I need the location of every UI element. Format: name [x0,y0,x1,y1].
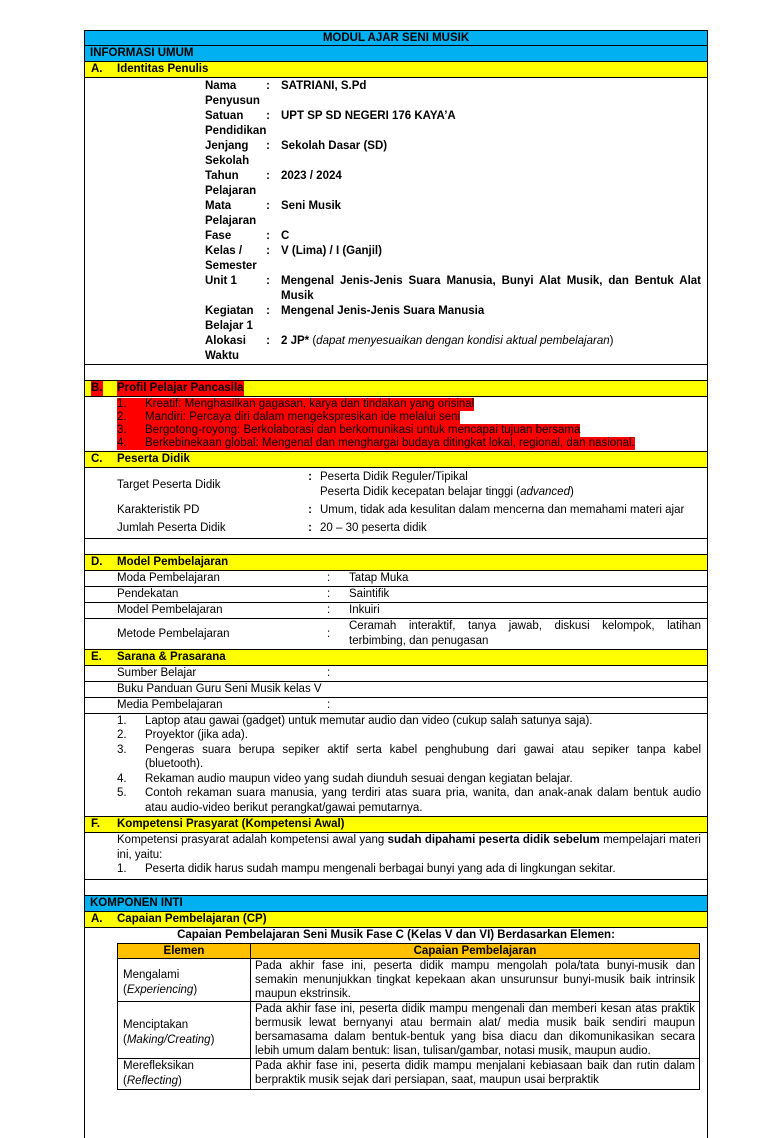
list-item: 3. Pengeras suara berupa sepiker aktif serta kabel penghubung dari gawai atau sepiker tanpa kabel (bluetooth). [117,743,701,770]
cp-block [85,928,707,1138]
identitas-row: Satuan Pendidikan : UPT SP SD NEGERI 176 KAYA’A [205,110,456,137]
spacer [85,365,707,381]
model-row: Moda Pembelajaran : Tatap Muka [85,571,707,587]
identitas-row: Jenjang Sekolah : Sekolah Dasar (SD) [205,140,388,167]
list-item: 5. Contoh rekaman suara manusia, yang terdiri atas suara pria, wanita, dan anak-anak dalam bentuk audio atau audio-video berikut perangkat/gawai pemutarnya. [117,787,701,814]
section-label: Kompetensi Prasyarat (Kompetensi Awal) [117,818,345,830]
identitas-row: Kelas / Semester : V (Lima) / I (Ganjil) [205,245,382,272]
identitas-row: Kegiatan Belajar 1 : Mengenal Jenis-Jenis Suara Manusia [205,305,485,332]
section-c-peserta [85,452,707,468]
kompetensi-block [85,833,707,880]
kompetensi-paragraph: Kompetensi prasyarat adalah kompetensi awal yang sudah dipahami peserta didik sebelum mempelajari materi ini, yaitu: [117,834,701,861]
karakteristik-row: Karakteristik PD : Umum, tidak ada kesulitan dalam mencerna dan memahami materi ajar [117,504,685,516]
section-letter: B. [91,382,103,394]
identitas-row: Unit 1 : Mengenal Jenis-Jenis Suara Manusia, Bunyi Alat Musik, dan Bentuk Alat Musik [205,275,701,302]
cp-elemen: Mengalami (Experiencing) [118,958,251,1001]
section-e-sarana [85,650,707,666]
model-row: Model Pembelajaran : Inkuiri [85,603,707,619]
cp-elemen: Menciptakan (Making/Creating) [118,1001,251,1058]
model-row: Metode Pembelajaran : Ceramah interaktif, tanya jawab, diskusi kelompok, latihan terbimbing, dan penugasan [85,619,707,650]
identitas-row: Tahun Pelajaran : 2023 / 2024 [205,170,342,197]
buku-row: Buku Panduan Guru Seni Musik kelas V [85,682,707,698]
section-d-model [85,555,707,571]
list-item: 3. Bergotong-royong: Berkolaborasi dan berkomunikasi untuk mencapai tujuan bersama [117,424,581,436]
cp-header-row [118,943,700,958]
list-item: 4. Berkebinekaan global: Mengenal dan menghargai budaya ditingkat lokal, regional, dan nasional. [117,437,635,449]
jumlah-row: Jumlah Peserta Didik : 20 – 30 peserta didik [117,522,427,534]
model-row: Pendekatan : Saintifik [85,587,707,603]
cp-elemen: Merefleksikan (Reflecting) [118,1058,251,1089]
list-item: 2. Mandiri: Percaya diri dalam mengekspresikan ide melalui seni [117,411,461,423]
section-letter: F. [91,818,100,830]
media-row: Media Pembelajaran : [85,698,707,714]
media-list [85,714,707,818]
spacer [85,880,707,896]
section-a-capaian [85,912,707,928]
section-letter: E. [91,651,102,663]
section-label: Peserta Didik [117,453,190,465]
peserta-block [85,468,707,539]
list-item: 1. Peserta didik harus sudah mampu mengenali berbagai bunyi yang ada di lingkungan sekitar. [117,863,616,875]
list-item: 4. Rekaman audio maupun video yang sudah diunduh sesuai dengan kegiatan belajar. [117,772,573,785]
profil-list [85,397,707,452]
document-title: MODUL AJAR SENI MUSIK [85,30,707,46]
section-komponen-inti: KOMPONEN INTI [85,896,707,912]
section-label: Identitas Penulis [117,63,209,75]
cp-capaian: Pada akhir fase ini, peserta didik mampu mengenali dan memberi kesan atas praktik bermusik lewat bernyanyi atau bermain alat/ media musik baik sendiri maupun bersamasama dalam bentuk-bentuk yang bisa diacu dan dikomunikasikan secara lebih umum dalam bentuk: lisan, tulisan/gambar, notasi musik, maupun audio. [251,1001,700,1058]
list-item: 2. Proyektor (jika ada). [117,729,248,741]
section-letter: A. [91,912,103,925]
list-item: 1. Kreatif: Menghasilkan gagasan, karya dan tindakan yang orisinal [117,398,475,410]
cp-table [117,943,700,1090]
target-row: Target Peserta Didik : Peserta Didik Reguler/Tipikal Peserta Didik kecepatan belajar tinggi (advanced) [117,471,574,498]
section-b-profil [85,381,707,397]
cp-header-capaian: Capaian Pembelajaran [251,943,700,958]
spacer [85,539,707,555]
table-row [118,1058,700,1089]
sumber-row: Sumber Belajar : [85,666,707,682]
document [84,30,708,1138]
cp-title: Capaian Pembelajaran Seni Musik Fase C (Kelas V dan VI) Berdasarkan Elemen: [177,928,615,941]
section-label: Sarana & Prasarana [117,651,226,663]
table-row [118,958,700,1001]
cp-capaian: Pada akhir fase ini, peserta didik mampu menjalani kebiasaan baik dan rutin dalam berpraktik musik sejak dari persiapan, saat, maupun usai berpraktik [251,1058,700,1089]
section-label: Capaian Pembelajaran (CP) [117,912,267,925]
identitas-row: Nama Penyusun : SATRIANI, S.Pd [205,80,367,107]
cp-header-elemen: Elemen [118,943,251,958]
section-letter: A. [91,63,103,75]
identitas-row-alokasi: Alokasi Waktu : 2 JP* (dapat menyesuaikan dengan kondisi aktual pembelajaran) [205,335,614,362]
identitas-block [85,78,707,365]
section-letter: C. [91,453,103,465]
table-row [118,1001,700,1058]
section-informasi-umum: INFORMASI UMUM [85,46,707,62]
section-a-identitas [85,62,707,78]
section-label: Model Pembelajaran [117,556,229,568]
identitas-row: Mata Pelajaran : Seni Musik [205,200,342,227]
list-item: 1. Laptop atau gawai (gadget) untuk memutar audio dan video (cukup salah satunya saja). [117,714,593,727]
section-label: Profil Pelajar Pancasila [117,382,244,394]
cp-capaian: Pada akhir fase ini, peserta didik mampu mengolah pola/tata bunyi-musik dan semakin menunjukkan tingkat kepekaan akan unsurunsur bunyi-musik baik intrinsik maupun ekstrinsik. [251,958,700,1001]
section-f-kompetensi [85,817,707,833]
section-letter: D. [91,556,103,568]
identitas-row: Fase : C [205,230,290,242]
